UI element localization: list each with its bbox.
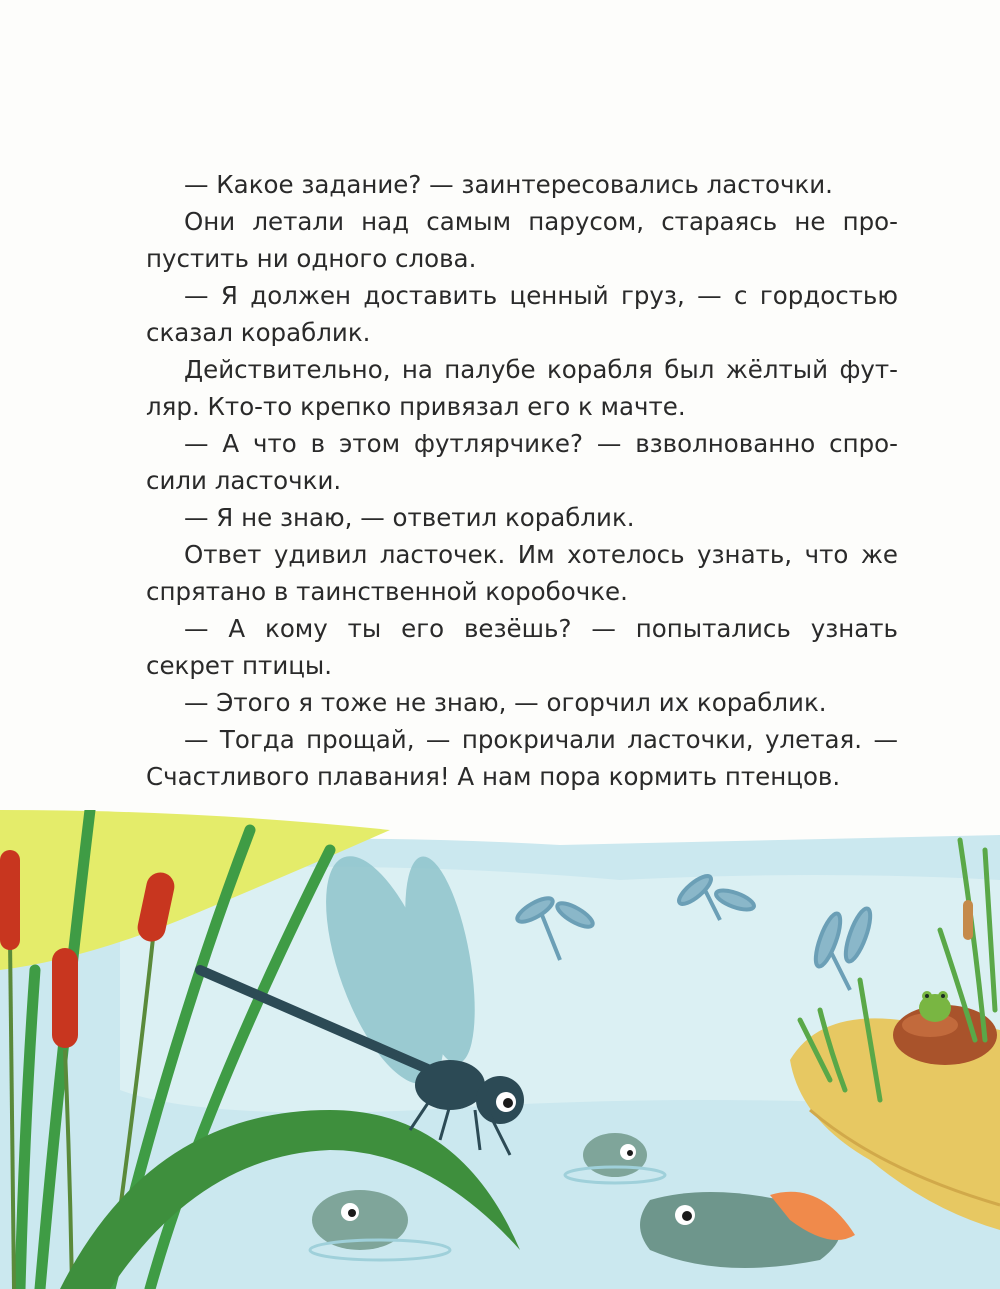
paragraph [146, 166, 898, 203]
text-line: ляр. Кто-то крепко привязал его к мачте. [146, 392, 686, 421]
text-line: Ответ удивил ласточек. Им хотелось узнать, что же [184, 540, 898, 569]
text-line: — Я не знаю, — ответил кораблик. [184, 503, 635, 532]
paragraph [146, 684, 898, 721]
text-line: пустить ни одного слова. [146, 244, 477, 273]
text-line: Они летали над самым парусом, стараясь не про- [184, 207, 898, 236]
text-line: — А кому ты его везёшь? — попытались узнать [184, 614, 898, 643]
paragraph [146, 203, 898, 277]
cattail-1 [0, 850, 20, 950]
paragraph [146, 351, 898, 425]
fish-right [640, 1192, 855, 1268]
cattail-right [963, 900, 973, 940]
text-line: — Этого я тоже не знаю, — огорчил их кораблик. [184, 688, 827, 717]
paragraph [146, 536, 898, 610]
text-line: — Какое задание? — заинтересовались ласточки. [184, 170, 833, 199]
text-line: сказал кораблик. [146, 318, 371, 347]
text-line: — А что в этом футлярчике? — взволнованно спро- [184, 429, 898, 458]
text-line: — Я должен доставить ценный груз, — с гордостью [184, 281, 898, 310]
pond-illustration [0, 810, 1000, 1289]
paragraph [146, 425, 898, 499]
text-line: секрет птицы. [146, 651, 333, 680]
text-line: спрятано в таинственной коробочке. [146, 577, 628, 606]
frog [919, 991, 951, 1022]
text-line: Счастливого плавания! А нам пора кормить птенцов. [146, 762, 841, 791]
text-line: — Тогда прощай, — прокричали ласточки, улетая. — [184, 725, 898, 754]
text-line: сили ласточки. [146, 466, 342, 495]
story-text [146, 166, 898, 795]
paragraph [146, 499, 898, 536]
cattail-2 [52, 948, 78, 1048]
paragraph [146, 610, 898, 684]
paragraph [146, 721, 898, 795]
paragraph [146, 277, 898, 351]
text-line: Действительно, на палубе корабля был жёлтый фут- [184, 355, 898, 384]
